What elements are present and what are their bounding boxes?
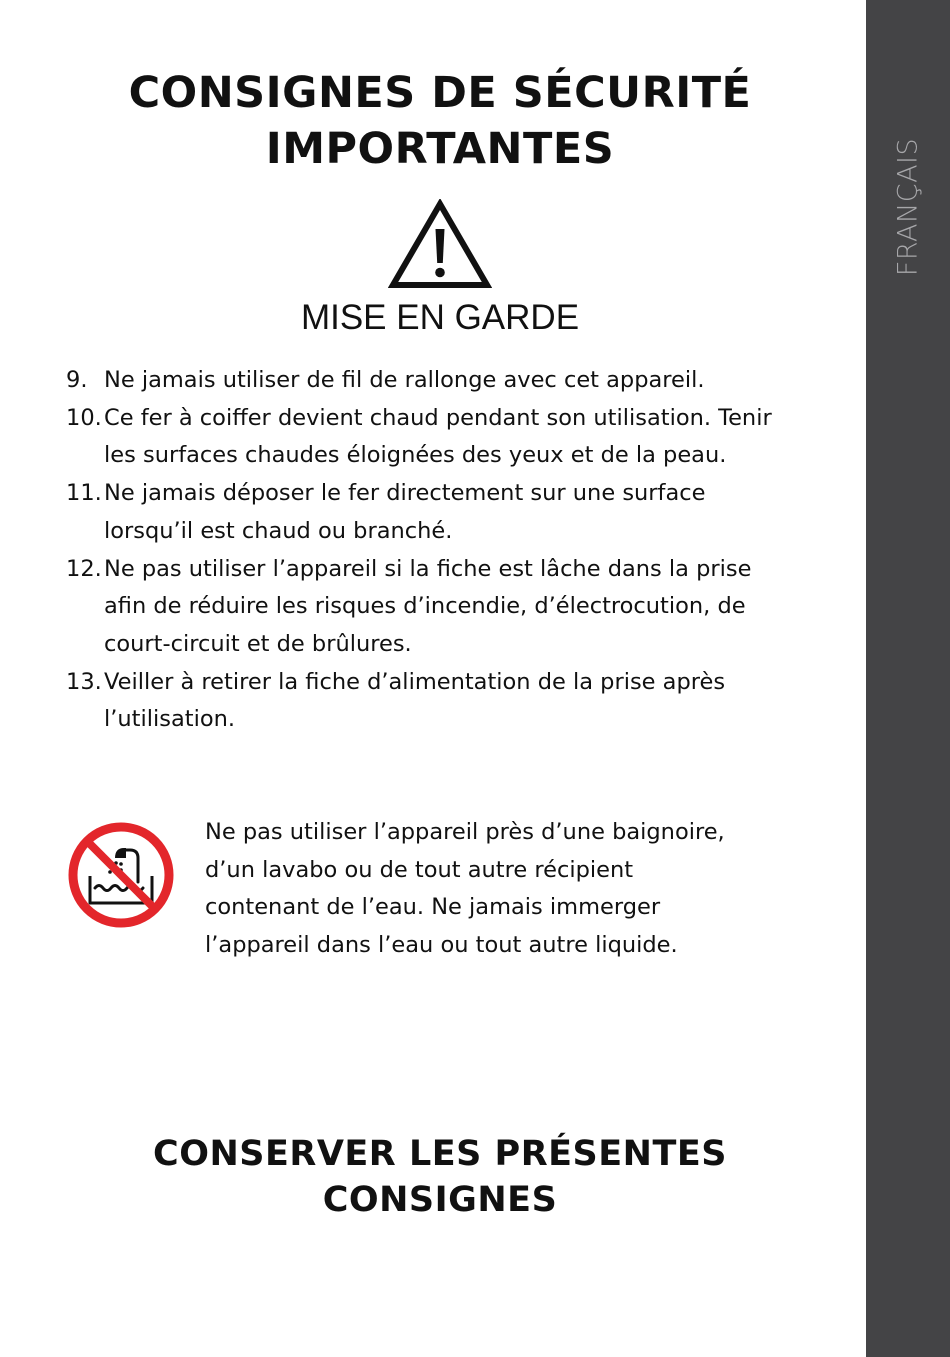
instruction-number: 11. [66, 480, 102, 507]
page-title-line-1: CONSIGNES DE SÉCURITÉ [128, 68, 752, 118]
instruction-text: Ne jamais déposer le fer directement sur une surface lorsqu’il est chaud ou branché. [104, 480, 706, 544]
warning-label: MISE EN GARDE [300, 298, 580, 337]
instruction-number: 10. [66, 404, 102, 431]
instruction-text: Veiller à retirer la fiche d’alimentation de la prise après l’utilisation. [104, 668, 726, 733]
language-tab-label: FRANÇAIS [892, 137, 924, 277]
instruction-number: 13. [66, 668, 102, 695]
language-side-tab [866, 0, 950, 1357]
water-warning-text: Ne pas utiliser l’appareil près d’une baignoire, d’un lavabo ou de tout autre récipient contenant de l’eau. Ne jamais immerger l’appareil dans l’eau ou tout autre liquide. [205, 819, 725, 959]
footer-title-line-2: CONSIGNES [322, 1180, 558, 1220]
instruction-item-9 [66, 362, 796, 400]
warning-triangle-icon [388, 199, 492, 291]
instruction-item-13 [66, 664, 796, 739]
instruction-item-11 [66, 475, 796, 550]
page-title-line-2: IMPORTANTES [265, 124, 615, 174]
safety-instructions-list [66, 362, 796, 739]
instruction-text: Ne pas utiliser l’appareil si la fiche est lâche dans la prise afin de réduire les risques d’incendie, d’électrocution, de court-circuit et de brûlures. [104, 555, 752, 657]
instruction-number: 12. [66, 555, 102, 582]
instruction-number: 9. [66, 367, 88, 393]
instruction-text: Ce fer à coiffer devient chaud pendant son utilisation. Tenir les surfaces chaudes éloignées des yeux et de la peau. [104, 404, 772, 469]
instruction-text: Ne jamais utiliser de fil de rallonge avec cet appareil. [104, 367, 705, 393]
instruction-item-10 [66, 400, 796, 475]
no-water-prohibition-icon [66, 820, 176, 930]
footer-title [40, 1131, 840, 1223]
page-title [40, 65, 840, 177]
instruction-item-12 [66, 551, 796, 664]
footer-title-line-1: CONSERVER LES PRÉSENTES [153, 1134, 727, 1174]
